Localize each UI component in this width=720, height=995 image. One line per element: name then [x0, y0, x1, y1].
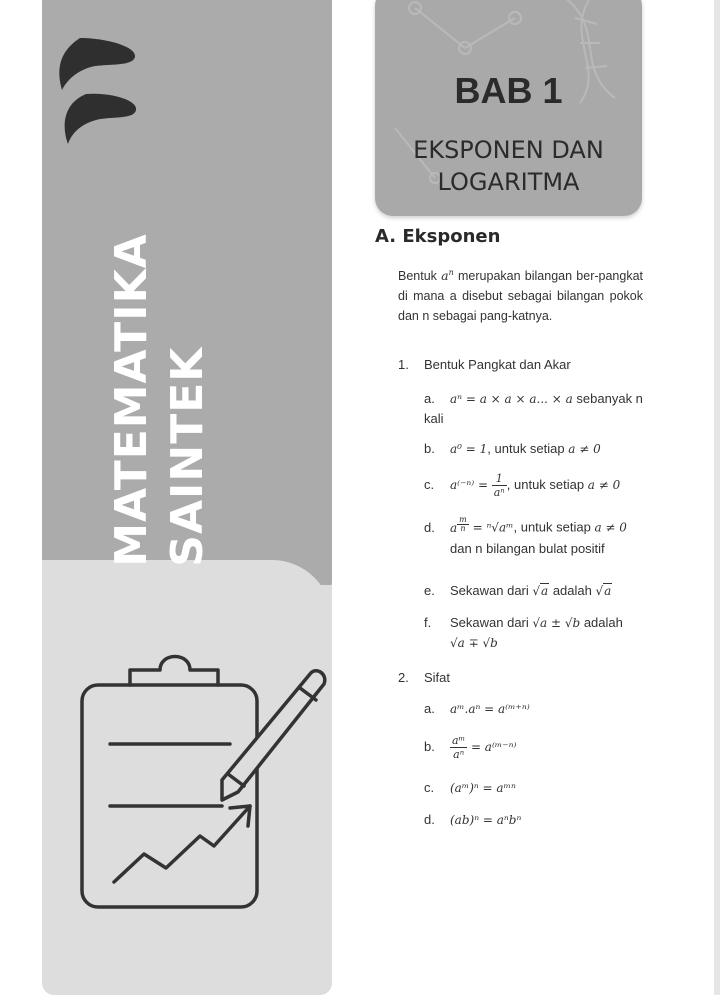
radical-expression: √a	[532, 584, 549, 598]
list1-number: 1.	[398, 357, 409, 372]
item-label: a.	[424, 701, 435, 716]
item-formula: √a ± √b	[532, 616, 581, 630]
fraction-denominator: aⁿ	[493, 486, 505, 499]
item-formula: = a⁽ᵐ⁻ⁿ⁾	[470, 739, 517, 754]
item-label: b.	[424, 441, 435, 456]
item-formula: (aᵐ)ⁿ = aᵐⁿ	[450, 781, 516, 795]
item-text-2: adalah	[580, 615, 623, 630]
list1-item-e	[424, 583, 646, 598]
item-continuation: √a ∓ √b	[450, 636, 498, 650]
list1-item-d	[424, 516, 646, 556]
radicand: a	[604, 584, 612, 598]
item-label: d.	[424, 812, 435, 827]
item-text: Sekawan dari	[450, 615, 533, 630]
item-label: c.	[424, 780, 435, 795]
item-label: e.	[424, 583, 435, 598]
chapter-title	[375, 134, 642, 198]
fraction-numerator: m	[459, 515, 467, 524]
item-text: Sekawan dari	[450, 583, 533, 598]
item-condition: a ≠ 0	[594, 520, 627, 535]
intro-after: merupakan bilangan ber-pangkat di mana a disebut sebagai bilangan pokok dan n sebagai pang-katnya.	[398, 269, 643, 324]
chapter-header	[375, 0, 642, 216]
fraction-numerator: aᵐ	[452, 734, 466, 747]
chapter-title-line2: LOGARITMA	[437, 168, 580, 196]
quote-mark-icon	[50, 36, 140, 146]
list2-item-a	[424, 701, 646, 716]
radicand: a	[541, 584, 549, 598]
fraction-denominator: aⁿ	[453, 748, 465, 761]
intro-before: Bentuk	[398, 269, 437, 284]
item-text: , untuk setiap	[487, 441, 569, 456]
list2-title: Sifat	[424, 670, 451, 685]
list2-number: 2.	[398, 670, 409, 685]
item-continuation: dan n bilangan bulat positif	[450, 540, 605, 556]
item-text: sebanyak n kali	[424, 391, 643, 426]
item-formula: a⁰ = 1	[450, 442, 488, 456]
item-formula: (ab)ⁿ = aⁿbⁿ	[450, 813, 522, 827]
item-label: a.	[424, 391, 435, 406]
vertical-title	[104, 233, 216, 566]
sidebar	[42, 0, 332, 995]
list2-item-d	[424, 812, 646, 827]
item-condition: a ≠ 0	[568, 442, 601, 456]
list2-item-b	[424, 734, 646, 761]
item-label: f.	[424, 615, 432, 630]
list2-item-c	[424, 780, 646, 795]
item-formula: aⁿ = a × a × a... × a	[450, 392, 573, 406]
item-text: , untuk setiap	[506, 476, 588, 492]
chapter-title-line1: EKSPONEN DAN	[413, 136, 604, 164]
item-formula: aᵐ.aⁿ = a⁽ᵐ⁺ⁿ⁾	[450, 702, 530, 716]
list1-item-c	[424, 472, 646, 499]
clipboard-pencil-icon	[72, 640, 332, 920]
list1-heading	[398, 357, 571, 372]
list2-heading	[398, 670, 450, 685]
vertical-title-line2: SAINTEK	[162, 346, 213, 567]
item-formula: a $^{\frac{m}{n}}$	[450, 515, 467, 535]
item-text-2: adalah	[549, 583, 596, 598]
item-text: , untuk setiap	[513, 519, 595, 535]
vertical-title-line1: MATEMATIKA	[106, 233, 157, 567]
list1-title: Bentuk Pangkat dan Akar	[424, 357, 571, 372]
item-label: c.	[424, 476, 435, 492]
item-formula-rhs: = ⁿ√aᵐ	[472, 520, 514, 535]
intro-expr-exp: n	[448, 268, 454, 277]
fraction-numerator: 1	[492, 472, 507, 486]
radical-expression-2: √a	[595, 584, 612, 598]
item-fraction	[450, 734, 467, 761]
page-edge	[714, 0, 720, 995]
item-fraction	[492, 472, 507, 499]
section-title: A. Eksponen	[375, 226, 501, 247]
fraction-denominator: n	[460, 524, 466, 533]
chapter-number: BAB 1	[454, 70, 563, 111]
item-label: d.	[424, 519, 435, 535]
item-label: b.	[424, 738, 435, 754]
intro-expr-base: a	[441, 268, 449, 284]
intro-expression	[441, 268, 454, 283]
list1-item-f	[424, 615, 646, 650]
list1-item-a	[424, 389, 646, 429]
item-formula: a⁽⁻ⁿ⁾ =	[450, 477, 489, 492]
intro-paragraph	[398, 263, 643, 326]
list1-item-b	[424, 441, 646, 456]
item-condition: a ≠ 0	[587, 477, 621, 492]
